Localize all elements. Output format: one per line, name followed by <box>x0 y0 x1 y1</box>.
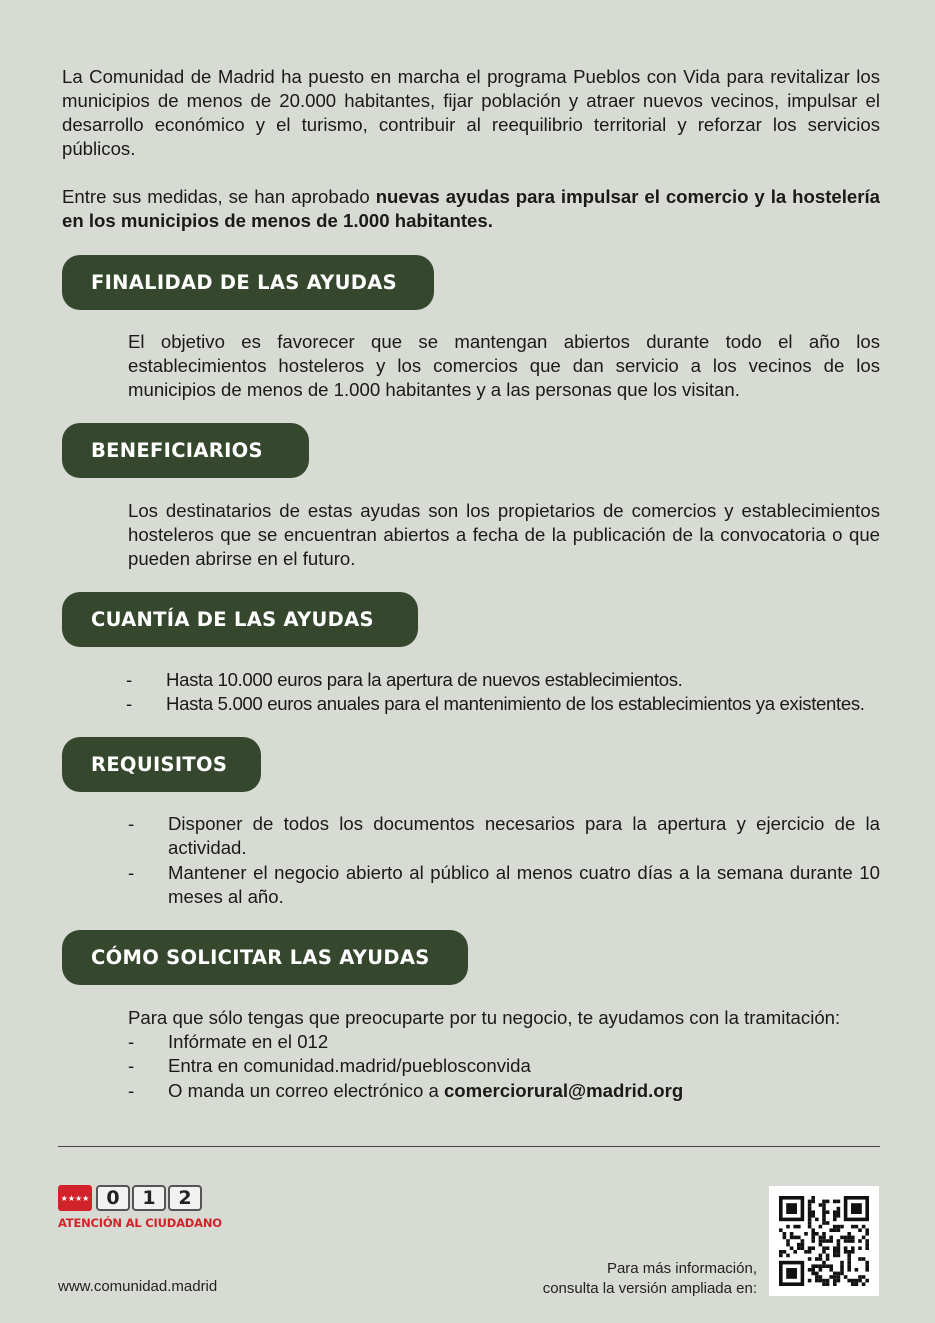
list-item <box>128 1079 880 1103</box>
list-item: - Mantener el negocio abierto al público al menos cuatro días a la semana durante 10 meses al año. <box>128 861 880 910</box>
solicitar-list <box>128 1030 880 1103</box>
madrid-flag-icon <box>58 1185 92 1211</box>
section-title-text: REQUISITOS <box>91 753 228 776</box>
qr-code-icon[interactable] <box>769 1186 879 1296</box>
section-title-text: BENEFICIARIOS <box>91 439 263 462</box>
intro-measures-bold: nuevas ayudas para impulsar el comercio y la hostelería en los municipios de menos de 1.000 habitantes. <box>62 186 880 231</box>
beneficiarios-text: Los destinatarios de estas ayudas son los propietarios de comercios y establecimientos hosteleros que se encuentran abiertos a fecha de la publicación de la convocatoria o que pueden abrirse en el futuro. <box>128 500 880 569</box>
footer-divider <box>58 1146 880 1147</box>
more-info-line: Para más información, <box>606 1260 757 1277</box>
section-title-text: CUANTÍA DE LAS AYUDAS <box>91 608 374 631</box>
intro-measures-paragraph <box>62 185 880 233</box>
intro-text: La Comunidad de Madrid ha puesto en marcha el programa Pueblos con Vida para revitalizar los municipios de menos de 20.000 habitantes, fijar población y atraer nuevos vecinos, impulsar el desarrollo económico y el turismo, contribuir al reequilibrio territorial y reforzar los servicios públicos. <box>62 66 880 159</box>
section-title-finalidad <box>62 255 434 310</box>
email-link[interactable]: comerciorural@madrid.org <box>443 1079 684 1101</box>
email-prefix: O manda un correo electrónico a <box>168 1079 444 1101</box>
section-title-cuantia <box>62 592 418 647</box>
logo-digit: 0 <box>96 1185 130 1211</box>
requisitos-list <box>128 812 880 909</box>
section-title-beneficiarios <box>62 423 309 478</box>
intro-paragraph <box>62 65 880 161</box>
more-info-line: consulta la versión ampliada en: <box>542 1280 757 1297</box>
website-link[interactable]: www.comunidad.madrid <box>58 1278 218 1295</box>
qr-code-graphic <box>769 1186 879 1296</box>
list-item: - Entra en comunidad.madrid/pueblosconvida <box>128 1054 880 1078</box>
intro-measures-text: Entre sus medidas, se han aprobado <box>62 186 376 207</box>
section-title-text: CÓMO SOLICITAR LAS AYUDAS <box>91 946 430 969</box>
list-item: - Hasta 10.000 euros para la apertura de nuevos establecimientos. <box>126 668 906 692</box>
section-title-requisitos <box>62 737 261 792</box>
list-item: - Hasta 5.000 euros anuales para el mantenimiento de los establecimientos ya existentes. <box>126 692 906 716</box>
cuantia-list <box>126 668 906 717</box>
finalidad-text: El objetivo es favorecer que se mantengan abiertos durante todo el año los establecimientos hosteleros y los comercios que dan servicio a los vecinos de los municipios de menos de 1.000 habitantes y a las personas que los visitan. <box>128 331 880 400</box>
more-info-text <box>543 1259 757 1299</box>
section-title-text: FINALIDAD DE LAS AYUDAS <box>91 271 397 294</box>
logo-012 <box>58 1185 222 1235</box>
list-item: - Infórmate en el 012 <box>128 1030 880 1054</box>
logo-caption: ATENCIÓN AL CIUDADANO <box>58 1216 222 1230</box>
logo-digit: 1 <box>132 1185 166 1211</box>
list-item: - Disponer de todos los documentos necesarios para la apertura y ejercicio de la actividad. <box>128 812 880 861</box>
logo-digit: 2 <box>168 1185 202 1211</box>
section-title-solicitar <box>62 930 468 985</box>
solicitar-text: Para que sólo tengas que preocuparte por tu negocio, te ayudamos con la tramitación: <box>128 1007 841 1028</box>
flag-stars: ★★★★ <box>60 1193 90 1203</box>
